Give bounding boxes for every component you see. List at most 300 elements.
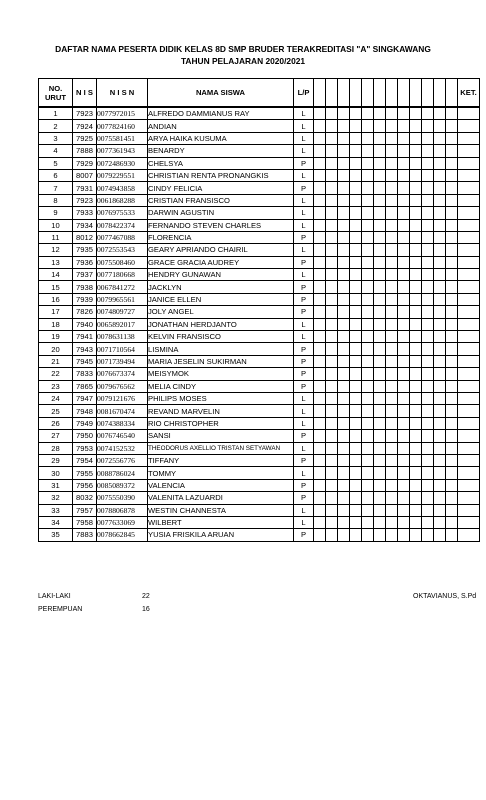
row-blank-cell (410, 194, 422, 206)
row-blank-cell (446, 281, 458, 293)
row-blank-cell (362, 331, 374, 343)
row-blank-cell (326, 479, 338, 491)
row-name-cell: HENDRY GUNAWAN (148, 269, 294, 281)
row-blank-cell (362, 256, 374, 268)
row-blank-cell (446, 479, 458, 491)
row-ket-cell (458, 454, 480, 466)
row-name-cell: CINDY FELICIA (148, 182, 294, 194)
row-no-cell: 13 (39, 256, 73, 268)
row-blank-cell (422, 318, 434, 330)
row-blank-cell (410, 293, 422, 305)
row-nisn-cell: 0074388334 (97, 417, 148, 429)
row-blank-cell (326, 442, 338, 454)
row-blank-cell (350, 331, 362, 343)
table-row (39, 231, 480, 243)
row-blank-cell (434, 405, 446, 417)
row-nis-cell: 7948 (73, 405, 97, 417)
row-blank-cell (422, 107, 434, 120)
row-blank-cell (314, 343, 326, 355)
row-blank-cell (374, 492, 386, 504)
row-blank-cell (410, 343, 422, 355)
row-blank-cell (398, 269, 410, 281)
row-blank-cell (386, 194, 398, 206)
row-blank-cell (398, 132, 410, 144)
row-nisn-cell: 0077972015 (97, 107, 148, 120)
row-no-cell: 22 (39, 368, 73, 380)
row-nis-cell: 7939 (73, 293, 97, 305)
row-blank-cell (386, 430, 398, 442)
row-no-cell: 28 (39, 442, 73, 454)
row-blank-cell (350, 380, 362, 392)
row-blank-cell (386, 479, 398, 491)
row-blank-cell (422, 157, 434, 169)
row-blank-cell (350, 207, 362, 219)
row-blank-cell (326, 107, 338, 120)
row-blank-cell (350, 417, 362, 429)
row-blank-cell (338, 516, 350, 528)
row-blank-cell (410, 405, 422, 417)
row-nisn-cell: 0067841272 (97, 281, 148, 293)
table-row (39, 132, 480, 144)
row-blank-cell (446, 219, 458, 231)
row-blank-cell (398, 281, 410, 293)
row-ket-cell (458, 219, 480, 231)
row-blank-cell (374, 331, 386, 343)
row-ket-cell (458, 269, 480, 281)
row-ket-cell (458, 244, 480, 256)
row-blank-cell (362, 169, 374, 181)
row-blank-cell (338, 430, 350, 442)
row-blank-cell (446, 529, 458, 541)
row-lp-cell: P (294, 492, 314, 504)
row-nis-cell: 7929 (73, 157, 97, 169)
row-lp-cell: P (294, 479, 314, 491)
document-title: DAFTAR NAMA PESERTA DIDIK KELAS 8D SMP BRUDER TERAKREDITASI "A" SINGKAWANG (55, 44, 431, 54)
row-blank-cell (374, 355, 386, 367)
row-blank-cell (350, 132, 362, 144)
row-name-cell: CRISTIAN FRANSISCO (148, 194, 294, 206)
row-no-cell: 16 (39, 293, 73, 305)
row-name-cell: PHILIPS MOSES (148, 392, 294, 404)
row-blank-cell (362, 442, 374, 454)
row-blank-cell (314, 120, 326, 132)
row-blank-cell (374, 380, 386, 392)
row-blank-cell (410, 504, 422, 516)
row-nis-cell: 7925 (73, 132, 97, 144)
row-lp-cell: P (294, 256, 314, 268)
row-no-cell: 33 (39, 504, 73, 516)
row-blank-cell (410, 430, 422, 442)
row-blank-cell (338, 380, 350, 392)
row-blank-cell (422, 194, 434, 206)
row-blank-cell (374, 516, 386, 528)
row-no-cell: 5 (39, 157, 73, 169)
row-blank-cell (398, 157, 410, 169)
row-blank-cell (434, 256, 446, 268)
row-blank-cell (314, 454, 326, 466)
row-blank-cell (362, 157, 374, 169)
header-blank (398, 79, 410, 108)
row-name-cell: TIFFANY (148, 454, 294, 466)
row-blank-cell (422, 120, 434, 132)
row-blank-cell (326, 269, 338, 281)
row-name-cell: JONATHAN HERDJANTO (148, 318, 294, 330)
row-blank-cell (350, 529, 362, 541)
row-blank-cell (314, 331, 326, 343)
row-blank-cell (446, 442, 458, 454)
row-blank-cell (446, 107, 458, 120)
row-blank-cell (386, 107, 398, 120)
row-nisn-cell: 0079229551 (97, 169, 148, 181)
row-blank-cell (374, 479, 386, 491)
row-blank-cell (398, 430, 410, 442)
row-nisn-cell: 0075581451 (97, 132, 148, 144)
row-lp-cell: L (294, 194, 314, 206)
row-nisn-cell: 0079676562 (97, 380, 148, 392)
row-blank-cell (362, 492, 374, 504)
row-blank-cell (326, 529, 338, 541)
row-nis-cell: 7937 (73, 269, 97, 281)
row-blank-cell (338, 306, 350, 318)
row-blank-cell (338, 107, 350, 120)
row-blank-cell (410, 392, 422, 404)
row-blank-cell (362, 504, 374, 516)
row-blank-cell (338, 256, 350, 268)
header-blank (410, 79, 422, 108)
row-blank-cell (386, 120, 398, 132)
row-blank-cell (314, 504, 326, 516)
row-blank-cell (350, 318, 362, 330)
row-blank-cell (386, 244, 398, 256)
row-blank-cell (326, 244, 338, 256)
row-nis-cell: 8012 (73, 231, 97, 243)
row-blank-cell (410, 492, 422, 504)
row-no-cell: 17 (39, 306, 73, 318)
row-no-cell: 15 (39, 281, 73, 293)
row-blank-cell (422, 269, 434, 281)
row-blank-cell (374, 306, 386, 318)
row-blank-cell (374, 368, 386, 380)
row-blank-cell (422, 219, 434, 231)
row-ket-cell (458, 516, 480, 528)
header-blank (314, 79, 326, 108)
row-blank-cell (374, 132, 386, 144)
table-row (39, 145, 480, 157)
table-row (39, 467, 480, 479)
table-row (39, 219, 480, 231)
row-ket-cell (458, 467, 480, 479)
row-blank-cell (398, 442, 410, 454)
row-blank-cell (338, 479, 350, 491)
row-blank-cell (374, 293, 386, 305)
row-ket-cell (458, 504, 480, 516)
row-nis-cell: 7935 (73, 244, 97, 256)
row-nis-cell: 7954 (73, 454, 97, 466)
row-blank-cell (386, 343, 398, 355)
row-blank-cell (362, 132, 374, 144)
row-blank-cell (410, 145, 422, 157)
row-no-cell: 14 (39, 269, 73, 281)
row-blank-cell (374, 107, 386, 120)
header-nis: N I S (73, 79, 97, 108)
row-blank-cell (350, 454, 362, 466)
row-blank-cell (422, 467, 434, 479)
table-row (39, 529, 480, 541)
row-blank-cell (350, 281, 362, 293)
row-blank-cell (338, 157, 350, 169)
row-blank-cell (434, 430, 446, 442)
row-blank-cell (338, 244, 350, 256)
row-blank-cell (338, 343, 350, 355)
row-blank-cell (362, 281, 374, 293)
row-lp-cell: P (294, 430, 314, 442)
row-blank-cell (374, 430, 386, 442)
row-ket-cell (458, 169, 480, 181)
row-blank-cell (350, 467, 362, 479)
row-blank-cell (422, 231, 434, 243)
row-name-cell: GEARY APRIANDO CHAIRIL (148, 244, 294, 256)
row-name-cell: MELIA CINDY (148, 380, 294, 392)
row-blank-cell (398, 454, 410, 466)
row-blank-cell (314, 194, 326, 206)
row-blank-cell (350, 504, 362, 516)
table-row (39, 244, 480, 256)
row-ket-cell (458, 318, 480, 330)
row-blank-cell (422, 529, 434, 541)
row-blank-cell (374, 219, 386, 231)
row-nisn-cell: 0074809727 (97, 306, 148, 318)
row-blank-cell (362, 293, 374, 305)
row-name-cell: CHELSYA (148, 157, 294, 169)
row-no-cell: 29 (39, 454, 73, 466)
row-blank-cell (314, 479, 326, 491)
row-nis-cell: 7933 (73, 207, 97, 219)
row-blank-cell (326, 207, 338, 219)
row-blank-cell (326, 293, 338, 305)
row-blank-cell (374, 529, 386, 541)
row-name-cell: WESTIN CHANNESTA (148, 504, 294, 516)
row-nisn-cell: 0075508460 (97, 256, 148, 268)
row-blank-cell (398, 194, 410, 206)
row-blank-cell (398, 529, 410, 541)
row-blank-cell (338, 169, 350, 181)
row-blank-cell (314, 145, 326, 157)
table-row (39, 392, 480, 404)
row-blank-cell (362, 306, 374, 318)
row-nis-cell: 8032 (73, 492, 97, 504)
row-name-cell: JACKLYN (148, 281, 294, 293)
header-blank (386, 79, 398, 108)
row-blank-cell (434, 207, 446, 219)
row-nisn-cell: 0072553543 (97, 244, 148, 256)
row-blank-cell (362, 343, 374, 355)
row-blank-cell (434, 219, 446, 231)
row-blank-cell (326, 417, 338, 429)
row-blank-cell (362, 454, 374, 466)
row-nis-cell: 7934 (73, 219, 97, 231)
table-row (39, 368, 480, 380)
row-blank-cell (434, 182, 446, 194)
row-blank-cell (374, 194, 386, 206)
table-row (39, 479, 480, 491)
row-blank-cell (350, 293, 362, 305)
row-blank-cell (326, 355, 338, 367)
row-no-cell: 20 (39, 343, 73, 355)
row-ket-cell (458, 256, 480, 268)
row-lp-cell: P (294, 529, 314, 541)
row-nis-cell: 7941 (73, 331, 97, 343)
row-no-cell: 10 (39, 219, 73, 231)
row-name-cell: ARYA HAIKA KUSUMA (148, 132, 294, 144)
row-blank-cell (386, 306, 398, 318)
student-table (38, 78, 480, 542)
row-nisn-cell: 0079965561 (97, 293, 148, 305)
row-blank-cell (434, 417, 446, 429)
table-row (39, 417, 480, 429)
row-blank-cell (326, 368, 338, 380)
row-lp-cell: P (294, 182, 314, 194)
row-blank-cell (326, 306, 338, 318)
row-no-cell: 18 (39, 318, 73, 330)
row-blank-cell (434, 107, 446, 120)
row-blank-cell (326, 343, 338, 355)
row-ket-cell (458, 281, 480, 293)
row-nis-cell: 7947 (73, 392, 97, 404)
header-nama-siswa: NAMA SISWA (148, 79, 294, 108)
female-count-label: PEREMPUAN (38, 606, 83, 613)
row-blank-cell (386, 182, 398, 194)
row-lp-cell: P (294, 355, 314, 367)
row-blank-cell (314, 430, 326, 442)
row-blank-cell (434, 145, 446, 157)
row-blank-cell (398, 467, 410, 479)
row-ket-cell (458, 380, 480, 392)
row-name-cell: MEISYMOK (148, 368, 294, 380)
row-blank-cell (338, 405, 350, 417)
row-blank-cell (338, 281, 350, 293)
row-blank-cell (362, 194, 374, 206)
row-blank-cell (410, 368, 422, 380)
row-no-cell: 1 (39, 107, 73, 120)
row-ket-cell (458, 442, 480, 454)
row-blank-cell (326, 219, 338, 231)
row-blank-cell (386, 281, 398, 293)
row-ket-cell (458, 107, 480, 120)
row-name-cell: REVAND MARVELIN (148, 405, 294, 417)
row-blank-cell (338, 368, 350, 380)
row-blank-cell (434, 120, 446, 132)
row-ket-cell (458, 132, 480, 144)
row-blank-cell (338, 442, 350, 454)
header-blank (422, 79, 434, 108)
row-blank-cell (398, 293, 410, 305)
row-blank-cell (410, 219, 422, 231)
row-nis-cell: 7943 (73, 343, 97, 355)
row-blank-cell (314, 269, 326, 281)
row-blank-cell (434, 368, 446, 380)
row-blank-cell (326, 392, 338, 404)
row-name-cell: VALENITA LAZUARDI (148, 492, 294, 504)
row-ket-cell (458, 293, 480, 305)
table-row (39, 207, 480, 219)
row-nisn-cell: 0072556776 (97, 454, 148, 466)
header-blank (434, 79, 446, 108)
row-nis-cell: 7940 (73, 318, 97, 330)
row-nisn-cell: 0078631138 (97, 331, 148, 343)
row-blank-cell (326, 194, 338, 206)
row-blank-cell (410, 120, 422, 132)
row-blank-cell (398, 479, 410, 491)
row-blank-cell (434, 442, 446, 454)
row-nis-cell: 7883 (73, 529, 97, 541)
header-nisn: N I S N (97, 79, 148, 108)
row-ket-cell (458, 392, 480, 404)
row-blank-cell (410, 331, 422, 343)
table-row (39, 442, 480, 454)
row-blank-cell (350, 355, 362, 367)
row-no-cell: 25 (39, 405, 73, 417)
row-blank-cell (422, 479, 434, 491)
row-blank-cell (398, 244, 410, 256)
row-blank-cell (374, 145, 386, 157)
row-name-cell: ANDIAN (148, 120, 294, 132)
row-blank-cell (422, 293, 434, 305)
row-blank-cell (422, 368, 434, 380)
row-blank-cell (410, 281, 422, 293)
row-blank-cell (314, 516, 326, 528)
row-blank-cell (326, 380, 338, 392)
row-blank-cell (434, 454, 446, 466)
row-blank-cell (350, 405, 362, 417)
row-lp-cell: L (294, 132, 314, 144)
row-blank-cell (350, 368, 362, 380)
row-lp-cell: P (294, 231, 314, 243)
row-name-cell: LISMINA (148, 343, 294, 355)
table-row (39, 107, 480, 120)
row-blank-cell (410, 182, 422, 194)
row-ket-cell (458, 343, 480, 355)
row-nisn-cell: 0079121676 (97, 392, 148, 404)
row-blank-cell (374, 467, 386, 479)
table-row (39, 331, 480, 343)
row-blank-cell (410, 380, 422, 392)
table-row (39, 355, 480, 367)
row-blank-cell (362, 107, 374, 120)
row-blank-cell (350, 479, 362, 491)
header-blank (446, 79, 458, 108)
row-blank-cell (422, 355, 434, 367)
row-nisn-cell: 0061868288 (97, 194, 148, 206)
row-blank-cell (446, 293, 458, 305)
row-blank-cell (314, 231, 326, 243)
row-blank-cell (434, 281, 446, 293)
row-lp-cell: L (294, 467, 314, 479)
row-blank-cell (350, 231, 362, 243)
row-blank-cell (314, 368, 326, 380)
row-blank-cell (386, 454, 398, 466)
row-blank-cell (422, 207, 434, 219)
row-blank-cell (410, 107, 422, 120)
row-blank-cell (446, 368, 458, 380)
row-blank-cell (326, 492, 338, 504)
row-blank-cell (422, 281, 434, 293)
row-blank-cell (422, 380, 434, 392)
row-blank-cell (386, 256, 398, 268)
row-name-cell: JANICE ELLEN (148, 293, 294, 305)
row-blank-cell (314, 132, 326, 144)
row-blank-cell (434, 529, 446, 541)
row-blank-cell (386, 145, 398, 157)
